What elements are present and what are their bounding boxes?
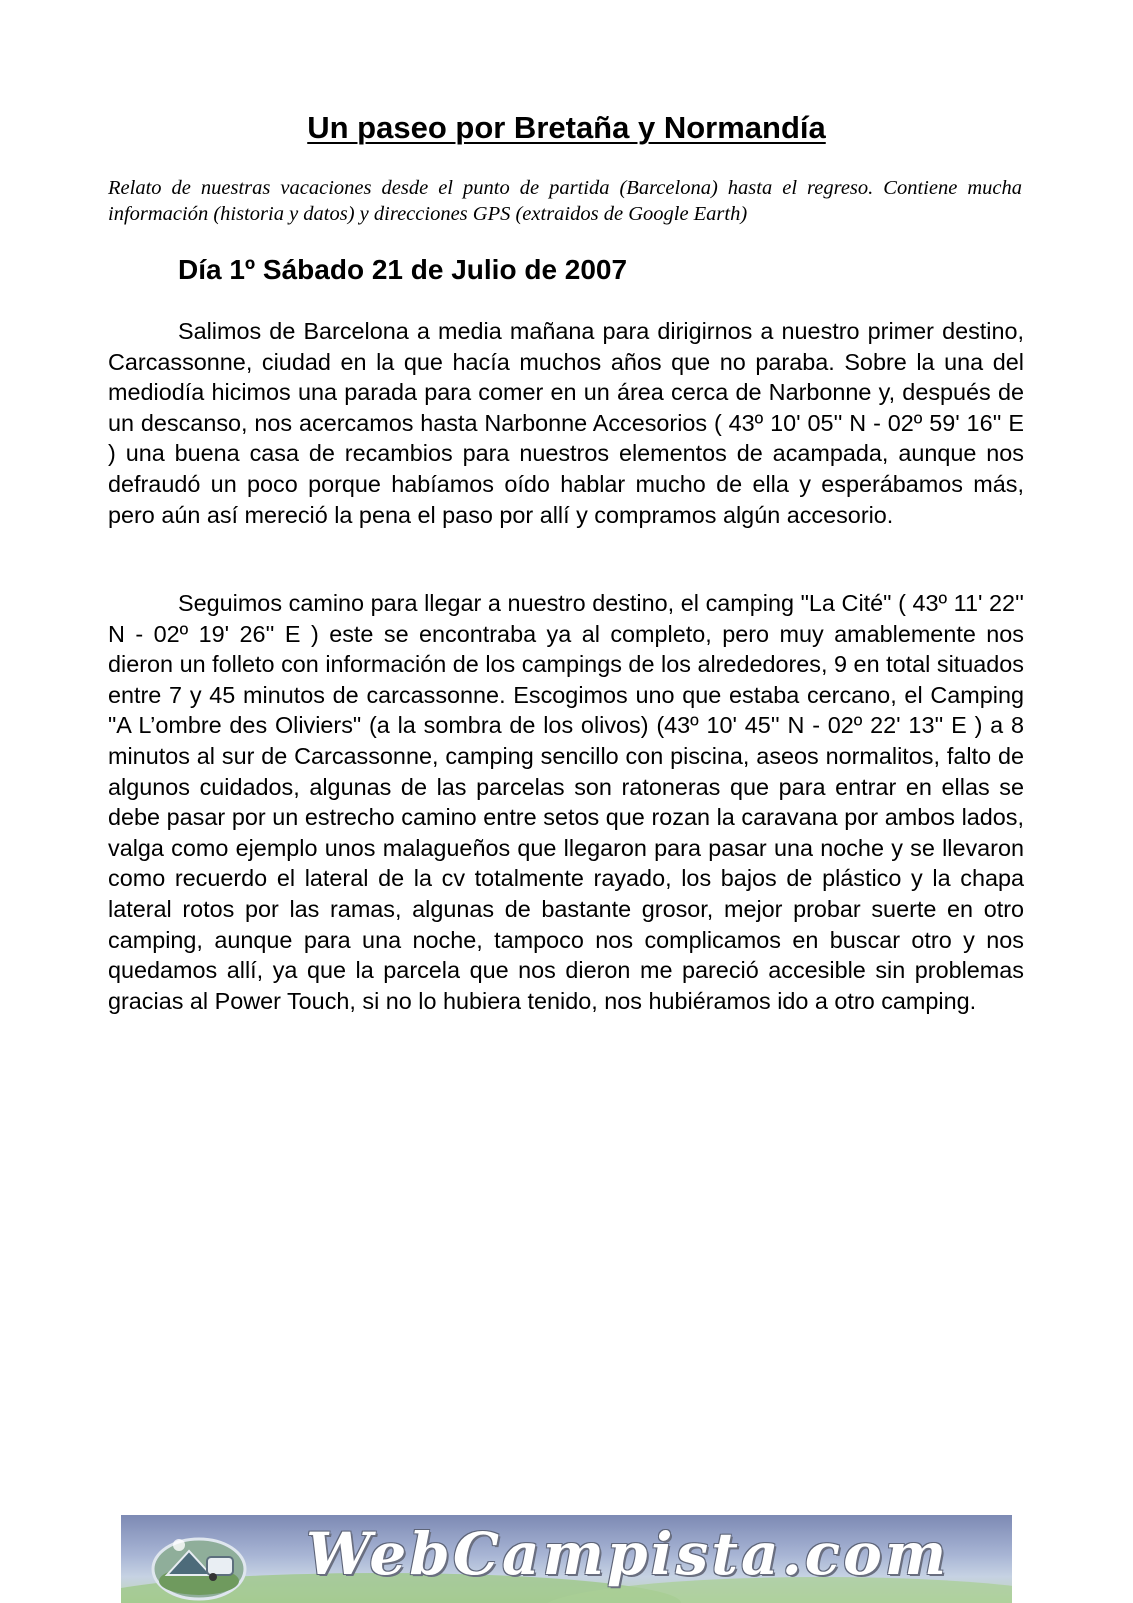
tent-camper-logo-icon xyxy=(149,1529,249,1601)
paragraph-2: Seguimos camino para llegar a nuestro destino, el camping "La Cité" ( 43º 11' 22'' N - 02º 19' 26'' E ) este se encontraba ya al completo, pero muy amablemente nos dieron un folleto con información de los campings de los alrededores, 9 en total situados entre 7 y 45 minutos de carcassonne. Escogimos uno que estaba cercano, el Camping "A L’ombre des Oliviers" (a la sombra de los olivos) (43º 10' 45'' N - 02º 22' 13'' E ) a 8 minutos al sur de Carcassonne, camping sencillo con piscina, aseos normalitos, falto de algunos cuidados, algunas de las parcelas son ratoneras que para entrar en ellas se debe pasar por un estrecho camino entre setos que rozan la caravana por ambos lados, valga como ejemplo unos malagueños que llegaron para pasar una noche y se llevaron como recuerdo el lateral de la cv totalmente rayado, los bajos de plástico y la chapa lateral rotos por las ramas, algunas de bastante grosor, mejor probar suerte en otro camping, aunque para una noche, tampoco nos complicamos en buscar otro y nos quedamos allí, ya que la parcela que nos dieron me pareció accesible sin problemas gracias al Power Touch, si no lo hubiera tenido, nos hubiéramos ido a otro camping. xyxy=(108,590,1024,1014)
document-title: Un paseo por Bretaña y Normandía xyxy=(307,110,826,145)
document-subtitle: Relato de nuestras vacaciones desde el punto de partida (Barcelona) hasta el regreso. Contiene mucha información (historia y datos) y direcciones GPS (extraidos de Google Earth) xyxy=(108,177,1022,225)
paragraph-1: Salimos de Barcelona a media mañana para dirigirnos a nuestro primer destino, Carcassonne, ciudad en la que hacía muchos años que no paraba. Sobre la una del mediodía hicimos una parada para comer en un área cerca de Narbonne y, después de un descanso, nos acercamos hasta Narbonne Accesorios ( 43º 10' 05'' N - 02º 59' 16'' E ) una buena casa de recambios para nuestros elementos de acampada, aunque nos defraudó un poco porque habíamos oído hablar mucho de ella y esperábamos más, pero aún así mereció la pena el paso por allí y compramos algún accesorio. xyxy=(108,318,1024,528)
banner-site-name: WebCampista.com xyxy=(306,1520,950,1588)
day-heading: Día 1º Sábado 21 de Julio de 2007 xyxy=(178,254,628,285)
footer-banner xyxy=(121,1515,1012,1603)
